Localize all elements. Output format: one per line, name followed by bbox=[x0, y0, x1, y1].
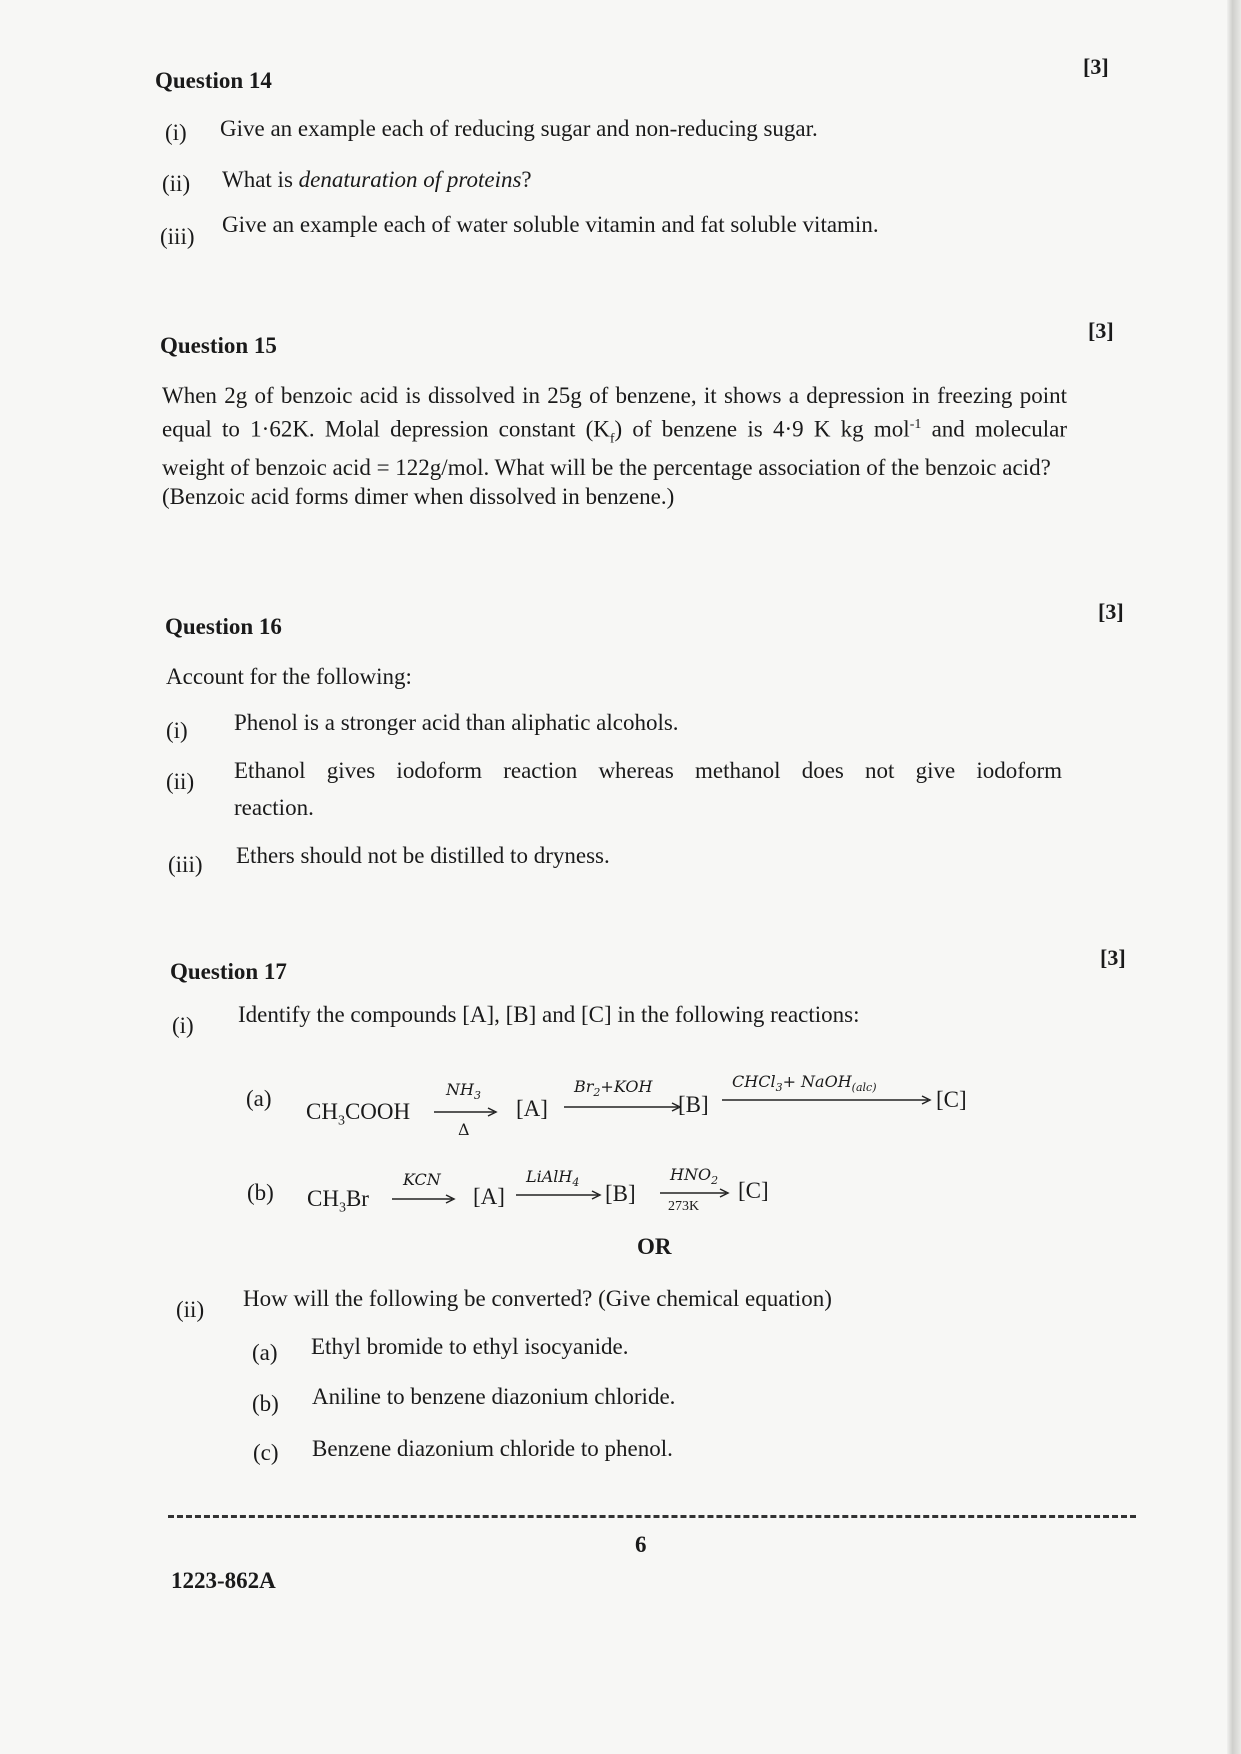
q16-title: Question 16 bbox=[165, 614, 282, 639]
page-number: 6 bbox=[635, 1532, 647, 1557]
q17-part-i-text: Identify the compounds [A], [B] and [C] in the following reactions: bbox=[238, 1002, 860, 1027]
reaction-b-product-c: [C] bbox=[738, 1178, 769, 1203]
reaction-b-arrow-2 bbox=[516, 1189, 602, 1201]
q15-problem-text: When 2g of benzoic acid is dissolved in 25g of benzene, it shows a depression in freezing point equal to 1·62K. Molal depression constant $(K_f)$ of benzene is 4·9 K kg mol$^{-1}$ and molecular weight of benzoic acid = 122g/mol. What will be the percentage association of the benzoic acid? bbox=[162, 383, 1067, 481]
q15-marks: [3] bbox=[1088, 318, 1114, 343]
q16-marks: [3] bbox=[1098, 599, 1124, 624]
reaction-a-reagent-1: $NH_3$ bbox=[446, 1080, 481, 1103]
q14-item-1-text: Give an example each of reducing sugar and non-reducing sugar. bbox=[220, 116, 818, 141]
q17-title: Question 17 bbox=[170, 959, 287, 984]
reaction-b-arrow-3 bbox=[660, 1187, 730, 1199]
q15-title: Question 15 bbox=[160, 333, 277, 358]
q14-item-3-text: Give an example each of water soluble vitamin and fat soluble vitamin. bbox=[222, 212, 879, 237]
q14-item-2-num: (ii) bbox=[162, 171, 191, 196]
q17-part-ii-text: How will the following be converted? (Give chemical equation) bbox=[243, 1286, 832, 1311]
paper-code: 1223-862A bbox=[171, 1568, 276, 1593]
reaction-b-product-b: [B] bbox=[605, 1181, 636, 1206]
reaction-a-arrow-1 bbox=[434, 1106, 498, 1118]
q14-title: Question 14 bbox=[155, 68, 272, 93]
reaction-a-product-b: [B] bbox=[678, 1092, 709, 1117]
reaction-b-start: $CH_3Br$ bbox=[307, 1186, 369, 1216]
q17-part-i-num: (i) bbox=[172, 1013, 194, 1038]
q17-part-ii-item-a-text: Ethyl bromide to ethyl isocyanide. bbox=[311, 1334, 629, 1359]
reaction-b-reagent-1: KCN bbox=[403, 1170, 441, 1189]
q17-part-ii-item-c-num: (c) bbox=[253, 1440, 279, 1465]
reaction-b-reagent-2: LiAlH$_4$ bbox=[526, 1167, 580, 1190]
reaction-a-arrow-3 bbox=[722, 1094, 932, 1106]
reaction-b-condition-3: 273K bbox=[668, 1199, 700, 1214]
q14-item-3-num: (iii) bbox=[160, 224, 195, 249]
q17-marks: [3] bbox=[1100, 945, 1126, 970]
reaction-a-reagent-3: CHCl$_3$+ NaOH$_{(alc)}$ bbox=[732, 1072, 877, 1095]
q16-item-2-text-cont: reaction. bbox=[234, 795, 314, 820]
reaction-a-reagent-2: $Br_2+KOH$ bbox=[574, 1077, 653, 1100]
q14-marks: [3] bbox=[1083, 54, 1109, 79]
q14-item-1-num: (i) bbox=[165, 120, 187, 145]
q16-intro: Account for the following: bbox=[166, 664, 412, 689]
q17-part-ii-item-c-text: Benzene diazonium chloride to phenol. bbox=[312, 1436, 673, 1461]
reaction-a-product-a: [A] bbox=[516, 1096, 548, 1121]
reaction-b-arrow-1 bbox=[392, 1193, 456, 1205]
reaction-b-label: (b) bbox=[247, 1180, 274, 1205]
q15-note: (Benzoic acid forms dimer when dissolved in benzene.) bbox=[162, 484, 675, 510]
page-edge-shadow bbox=[1227, 0, 1241, 1754]
reaction-a-condition-1: Δ bbox=[458, 1120, 470, 1139]
q16-item-1-num: (i) bbox=[166, 718, 188, 743]
reaction-a-start: $CH_3COOH$ bbox=[306, 1099, 411, 1129]
q17-part-ii-item-b-text: Aniline to benzene diazonium chloride. bbox=[312, 1384, 676, 1409]
q16-item-2-num: (ii) bbox=[166, 769, 195, 794]
q16-item-3-num: (iii) bbox=[168, 852, 203, 877]
reaction-b-reagent-3: $HNO_2$ bbox=[670, 1165, 719, 1188]
q17-part-ii-item-b-num: (b) bbox=[252, 1391, 279, 1416]
q15-body bbox=[162, 381, 1067, 511]
reaction-a-arrow-2 bbox=[564, 1101, 682, 1113]
reaction-a-product-c: [C] bbox=[936, 1087, 967, 1112]
reaction-b-product-a: [A] bbox=[473, 1184, 505, 1209]
footer-divider bbox=[168, 1515, 1136, 1518]
q14-item-2-text: What is denaturation of proteins? bbox=[222, 167, 532, 192]
q16-item-3-text: Ethers should not be distilled to dryness. bbox=[236, 843, 610, 868]
reaction-a-label: (a) bbox=[246, 1086, 272, 1111]
q16-item-1-text: Phenol is a stronger acid than aliphatic alcohols. bbox=[234, 710, 679, 735]
q17-part-ii-num: (ii) bbox=[176, 1297, 205, 1322]
q17-part-ii-item-a-num: (a) bbox=[252, 1340, 278, 1365]
q16-item-2-text: Ethanol gives iodoform reaction whereas methanol does not give iodoform bbox=[234, 758, 1062, 783]
or-separator: OR bbox=[637, 1234, 672, 1259]
